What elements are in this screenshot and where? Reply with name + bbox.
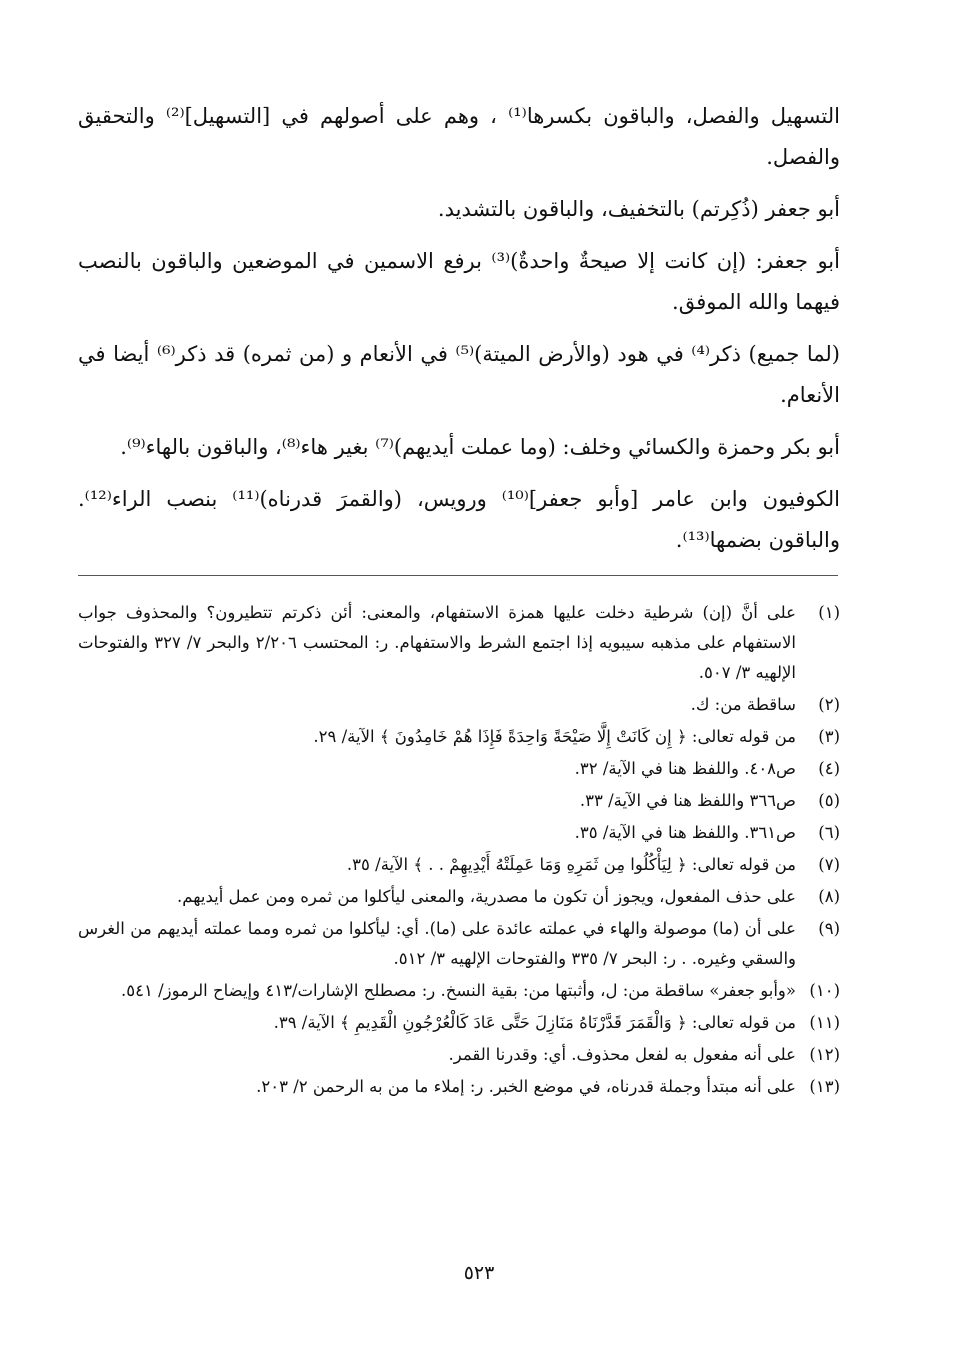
footnote-text: على حذف المفعول، ويجوز أن تكون ما مصدرية، والمعنى ليأكلوا من ثمره ومن عمل أيديهم. [177,887,796,906]
footnote [78,722,840,752]
footnote-number: (١٣) [809,1077,840,1096]
footnote-text: على أنه مبتدأ وجملة قدرناه، في موضع الخبر. ر: إملاء ما من به الرحمن ٢/ ٢٠٣. [256,1077,796,1096]
footnote [78,1008,840,1038]
footnote [78,1040,840,1070]
footnote-number: (٤) [818,759,840,778]
footnote [78,914,840,974]
paragraph: أبو جعفر (ذُكِرتم) بالتخفيف، والباقون بالتشديد. [437,197,840,221]
paragraph: أبو بكر وحمزة والكسائي وخلف: (وما عملت أيديهم)⁽⁷⁾ بغير هاء⁽⁸⁾، والباقون بالهاء⁽⁹⁾. [120,435,840,459]
paragraph: (لما جميع) ذكر⁽⁴⁾ في هود (والأرض الميتة)⁽⁵⁾ في الأنعام و (من ثمره) قد ذكر⁽⁶⁾ أيضا في الأنعام. [78,342,840,407]
footnote-number: (٣) [818,727,840,746]
footnote [78,786,840,816]
footnote-number: (١١) [809,1013,840,1032]
footnote-number: (٨) [818,887,840,906]
page-number: ٥٢٣ [463,1262,495,1284]
paragraph: التسهيل والفصل، والباقون بكسرها⁽¹⁾ ، وهم على أصولهم في [التسهيل]⁽²⁾ والتحقيق والفصل. [78,104,840,169]
footnote-text: ص٣٦١. واللفظ هنا في الآية/ ٣٥. [574,823,796,842]
footnote [78,754,840,784]
paragraph: أبو جعفر: (إن كانت إلا صيحةٌ واحدةٌ)⁽³⁾ برفع الاسمين في الموضعين والباقون بالنصب فيهما والله الموفق. [78,249,840,314]
footnote-number: (٧) [818,855,840,874]
footnote-text: ص٣٦٦ واللفظ هنا في الآية/ ٣٣. [579,791,796,810]
footnote-text: على أنَّ (إن) شرطية دخلت عليها همزة الاستفهام، والمعنى: أئن ذكرتم تتطيرون؟ والمحذوف جواب الاستفهام على مذهبه سيبويه إذا اجتمع الشرط والاستفهام. ر: المحتسب ٢/٢٠٦ والبحر ٧/ ٣٢٧ والفتوحات الإلهيه ٣/ ٥٠٧. [78,603,796,682]
footnote-number: (١) [818,603,840,622]
footnotes [78,598,840,1102]
footnote-number: (١٢) [809,1045,840,1064]
footnote-text: من قوله تعالى: ﴿ إِن كَانَتْ إِلَّا صَيْحَةً وَاحِدَةً فَإِذَا هُمْ خَامِدُونَ ﴾ الآية/ ٢٩. [313,727,796,746]
page-body [78,96,840,1104]
footnote-number: (٢) [818,695,840,714]
footnote-text: على أنه مفعول به لفعل محذوف. أي: وقدرنا القمر. [448,1045,796,1064]
footnote [78,882,840,912]
footnote-text: على أن (ما) موصولة والهاء في عملته عائدة على (ما). أي: ليأكلوا من ثمره ومما عملته أيديهم من الغرس والسقي وغيره. . ر: البحر ٧/ ٣٣٥ والفتوحات الإلهيه ٣/ ٥١٢. [78,919,796,968]
footnote [78,598,840,688]
footnote-number: (٦) [818,823,840,842]
footnote [78,850,840,880]
footnote [78,976,840,1006]
footnote-text: من قوله تعالى: ﴿ وَالْقَمَرَ قَدَّرْنَاهُ مَنَازِلَ حَتَّى عَادَ كَالْعُرْجُونِ الْقَدِيمِ ﴾ الآية/ ٣٩. [273,1013,796,1032]
footnote [78,1072,840,1102]
footnote-text: من قوله تعالى: ﴿ لِيَأْكُلُوا مِن ثَمَرِهِ وَمَا عَمِلَتْهُ أَيْدِيهِمْ . . ﴾ الآية/ ٣٥. [346,855,796,874]
footnote-number: (١٠) [809,981,840,1000]
footnote-separator [78,575,840,576]
footnote-text: ص٤٠٨. واللفظ هنا في الآية/ ٣٢. [574,759,796,778]
footnote [78,818,840,848]
footnote-text: «وأبو جعفر» ساقطة من: ل، وأثبتها من: بقية النسخ. ر: مصطلح الإشارات/٤١٣ وإيضاح الرموز/ ٥٤١. [121,981,796,1000]
footnote [78,690,840,720]
paragraph: الكوفيون وابن عامر [وأبو جعفر]⁽¹⁰⁾ ورويس، (والقمرَ قدرناه)⁽¹¹⁾ بنصب الراء⁽¹²⁾. والباقون بضمها⁽¹³⁾. [78,487,840,552]
footnote-number: (٩) [818,919,840,938]
footnote-text: ساقطة من: ك. [690,695,796,714]
footnote-number: (٥) [818,791,840,810]
